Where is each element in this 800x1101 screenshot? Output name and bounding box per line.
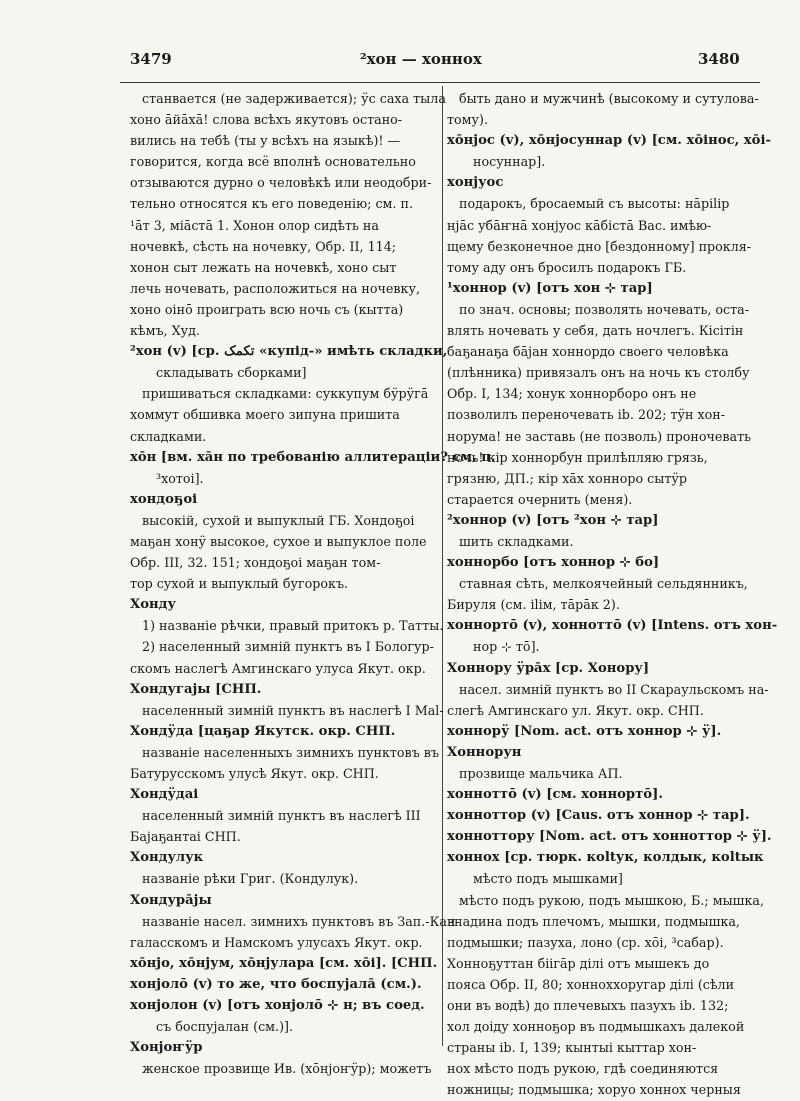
text-line: женское прозвище Ив. (хо̄нjоҥӱр); можетъ [142, 1061, 432, 1077]
text-line: съ боспуjалан (см.)]. [156, 1019, 294, 1035]
text-line: ³хотоі]. [156, 470, 204, 486]
entry-headword-line: ¹хоннор (v) [отъ хон ⊹ тар] [447, 280, 653, 296]
entry-headword-line: Хондӱдаі [130, 787, 199, 803]
text-line: носуннар]. [473, 154, 546, 170]
page-header [0, 50, 800, 72]
text-line: отзываются дурно о человѣкѣ или неодобри- [130, 175, 432, 191]
entry-headword-line: ²хон (v) [ср. تکمک «купід-» имѣть складки, [130, 344, 448, 360]
text-line: по знач. основы; позволять ночевать, оста- [459, 301, 750, 317]
entry-headword-line: хонjолō (v) то же, что боспуjала̄ (см.). [130, 976, 422, 992]
text-line: складывать сборками] [156, 365, 307, 381]
text-line: тому аду онъ бросилъ подарокъ ГБ. [447, 259, 687, 275]
text-line: пришиваться складками: суккупум бӱрӱга̄ [142, 386, 429, 402]
text-line: ночевкѣ, сѣсть на ночевку, Обр. II, 114; [130, 238, 397, 254]
text-line: страны ib. I, 139; кынтыі кыттар хон- [447, 1040, 697, 1056]
text-line: вились на тебѣ (ты у всѣхъ на языкѣ)! — [130, 133, 401, 149]
entry-headword-line: Хоннору ӱра̄х [ср. Хонору] [447, 660, 650, 676]
entry-headword-line: Хондулук [130, 850, 204, 866]
right-column [447, 88, 778, 1101]
text-line: 2) населенный зимній пунктъ въ I Бологур- [142, 639, 434, 655]
text-line: хонон сыт лежать на ночевкѣ, хоно сыт [130, 259, 397, 275]
entry-headword-line: хоннорбо [отъ хоннор ⊹ бо] [447, 555, 660, 571]
entry-headword-line: хонноттō (v) [см. хоннортō]. [447, 787, 663, 803]
text-line: тому). [447, 112, 488, 128]
entry-headword-line: хонjолон (v) [отъ хонjолō ⊹ н; въ соед. [130, 998, 425, 1014]
text-line: мѣсто подъ рукою, подъ мышкою, Б.; мышка, [459, 892, 765, 908]
text-line: галасскомъ и Намскомъ улусахъ Якут. окр. [130, 934, 423, 950]
running-title: ²хон — хоннох [360, 50, 482, 68]
text-line: Баjаҕантаі СНП. [130, 829, 241, 845]
text-line: они въ водѣ) до плечевыхъ пазухъ ib. 132; [447, 998, 729, 1014]
entry-headword-line: Хондӱда [цаҕар Якутск. окр. СНП. [130, 723, 396, 739]
page-number-right: 3480 [698, 50, 740, 68]
text-line: ножницы; подмышка; хоруо хоннох черныя [447, 1082, 741, 1098]
text-line: хоммут обшивка моего зипуна пришита [130, 407, 400, 423]
text-line: впадина подъ плечомъ, мышки, подмышка, [447, 913, 740, 929]
text-line: названіе насел. зимнихъ пунктовъ въ Зап.-Кан- [142, 913, 460, 929]
text-line: лечь ночевать, расположиться на ночевку, [130, 280, 420, 296]
text-line: тельно относятся къ его поведенію; см. п. [130, 196, 413, 212]
page-number-left: 3479 [130, 50, 172, 68]
header-rule [120, 82, 760, 83]
text-line: говорится, когда всё вполнѣ основательно [130, 154, 416, 170]
column-divider [442, 86, 443, 1046]
entry-headword-line: Хоннорун [447, 744, 522, 760]
entry-headword-line: хонноттор (v) [Caus. отъ хоннор ⊹ тар]. [447, 808, 750, 824]
text-line: ночь! кір хоннорбун прилѣпляю грязь, [447, 449, 708, 465]
text-line: норума! не заставь (не позволь) проночевать [447, 428, 752, 444]
text-line: Бируля (см. іlім, та̄рāк 2). [447, 597, 620, 613]
text-line: нох мѣсто подъ рукою, гдѣ соединяются [447, 1061, 719, 1077]
text-line: слегѣ Амгинскаго ул. Якут. окр. СНП. [447, 702, 704, 718]
text-line: позволилъ переночевать ib. 202; тӱн хон- [447, 407, 726, 423]
entry-headword-line: ²хоннор (v) [отъ ²хон ⊹ тар] [447, 512, 659, 528]
text-line: Обр. III, 32. 151; хондоҕоі маҕан том- [130, 555, 381, 571]
text-line: (плѣнника) привязалъ онъ на ночь къ столбу [447, 365, 750, 381]
entry-headword-line: Хондура̄jы [130, 892, 212, 908]
text-line: старается очернить (меня). [447, 491, 633, 507]
text-line: скомъ наслегѣ Амгинскаго улуса Якут. окр. [130, 660, 426, 676]
text-line: подарокъ, бросаемый съ высоты: на̄ріlір [459, 196, 730, 212]
text-line: шить складками. [459, 533, 574, 549]
entry-headword-line: хондоҕоі [130, 491, 198, 507]
text-line: ¹а̄т 3, міа̄ста̄ 1. Хонон олор сидѣть на [130, 217, 379, 233]
text-line: Батурусскомъ улусѣ Якут. окр. СНП. [130, 766, 379, 781]
entry-headword-line: хо̄нjо, хо̄нjум, хо̄нjулара [см. хо̄і]. [СНП. [130, 955, 438, 971]
entry-headword-line: хо̄н [вм. ха̄н по требованію аллитераціи? см. п. [130, 449, 496, 465]
text-line: населенный зимній пунктъ въ наслегѣ III [142, 808, 421, 824]
text-line: названіе населенныхъ зимнихъ пунктовъ въ [142, 744, 440, 760]
text-line: подмышки; пазуха, лоно (ср. хо̄і, ³сабар). [447, 934, 724, 950]
entry-headword-line: хонjуос [447, 175, 504, 191]
text-line: Обр. I, 134; хонук хоннорборо онъ не [447, 386, 697, 402]
entry-headword-line: хоннох [ср. тюрк. коltук, колдык, коltык [447, 850, 764, 866]
entry-headword-line: Хонду [130, 597, 176, 613]
text-line: Хонноҕуттан бііга̄р ділі отъ мышекъ до [447, 955, 710, 971]
entry-headword-line: хоннорӱ [Nom. act. отъ хоннор ⊹ ӱ]. [447, 723, 722, 739]
text-line: названіе рѣки Григ. (Кондулук). [142, 871, 359, 887]
text-line: влять ночевать у себя, дать ночлегъ. Кiсiтiн [447, 323, 744, 339]
text-line: высокій, сухой и выпуклый ГБ. Хондоҕоі [142, 512, 415, 528]
text-line: нор ⊹ тō]. [473, 639, 540, 655]
text-line: нjа̄с уба̄ҥна̄ хонjуос ка̄бiста̄ Вас. имѣю- [447, 217, 712, 233]
text-line: 1) названіе рѣчки, правый притокъ р. Татты. [142, 618, 444, 634]
text-line: тор сухой и выпуклый бугорокъ. [130, 576, 349, 592]
text-line: складками. [130, 428, 207, 444]
text-line: мѣсто подъ мышками] [473, 871, 623, 887]
text-line: хол доіду хонноҕор въ подмышкахъ далекой [447, 1019, 745, 1035]
entry-headword-line: Хондугаjы [СНП. [130, 681, 262, 697]
text-line: населенный зимній пунктъ въ наслегѣ I Маl- [142, 702, 444, 718]
entry-headword-line: хо̄нjос (v), хо̄нjосуннар (v) [см. хо̄інос, хо̄і- [447, 133, 771, 149]
entry-headword-line: Хонjоҥӱр [130, 1040, 203, 1056]
text-line: грязню, ДП.; кір ха̄х хонноро сытӱр [447, 470, 687, 486]
text-line: баҕанаҕа ба̄jан хоннордо своего человѣка [447, 344, 729, 360]
text-line: пояса Обр. II, 80; хонноххоругар ділі (сѣли [447, 976, 735, 992]
text-line: прозвище мальчика АП. [459, 766, 623, 781]
text-line: щему безконечное дно [бездонному] прокля- [447, 238, 752, 254]
text-line: хоно оінō проиграть всю ночь съ (кытта) [130, 301, 404, 317]
text-line: хоно а̄йа̄ха̄! слова всѣхъ якутовъ остано- [130, 112, 403, 128]
text-line: насел. зимній пунктъ во II Скараульскомъ на- [459, 681, 769, 697]
entry-headword-line: хоннортō (v), хонноттō (v) [Intens. отъ хон- [447, 618, 778, 634]
entry-headword-line: хонноттору [Nom. act. отъ хонноттор ⊹ ӱ]. [447, 829, 772, 845]
text-line: маҕан хонӱ высокое, сухое и выпуклое поле [130, 533, 427, 549]
text-line: кѣмъ, Худ. [130, 323, 200, 339]
text-line: быть дано и мужчинѣ (высокому и сутулова- [459, 91, 759, 106]
text-line: станвается (не задерживается); ӱс саха тыла [142, 91, 446, 106]
text-line: ставная сѣть, мелкоячейный сельдянникъ, [459, 576, 748, 592]
